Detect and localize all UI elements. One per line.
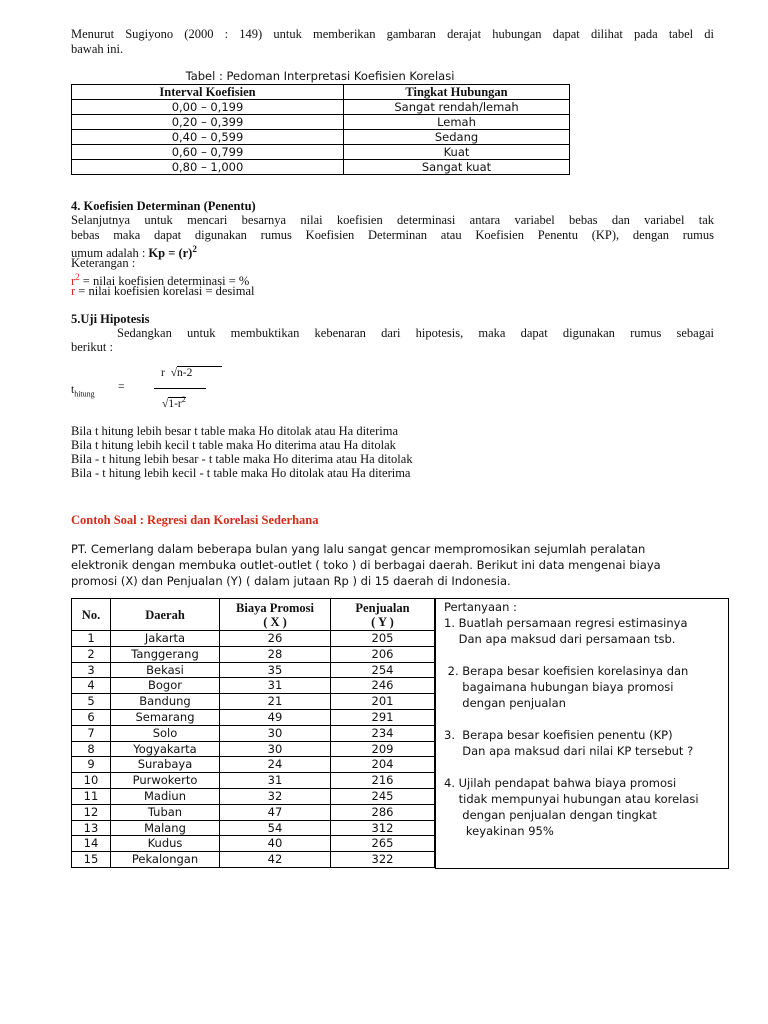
penjualan-cell: 265: [331, 836, 435, 852]
question-line: keyakinan 95%: [444, 824, 554, 838]
table-row: [72, 836, 435, 852]
denominator-radicand: [168, 397, 185, 410]
no-cell: 15: [72, 852, 111, 868]
table-row: [72, 741, 435, 757]
questions-title: Pertanyaan :: [444, 600, 517, 614]
tingkat-cell: Sangat rendah/lemah: [344, 100, 570, 115]
biaya-cell: 49: [220, 709, 331, 725]
biaya-cell: 54: [220, 820, 331, 836]
daerah-cell: Solo: [111, 725, 220, 741]
penjualan-cell: 322: [331, 852, 435, 868]
table-header-row: [72, 599, 435, 631]
intro-line-1: Menurut Sugiyono (2000 : 149) untuk memberikan gambaran derajat hubungan dapat dilihat pada tabel di: [71, 27, 714, 41]
formula-denominator: [162, 395, 186, 410]
no-cell: 12: [72, 804, 111, 820]
question-line: Dan apa maksud dari nilai KP tersebut ?: [444, 744, 694, 758]
sqrt-symbol-den: √: [162, 397, 169, 410]
questions-box: [435, 598, 729, 869]
penjualan-cell: 209: [331, 741, 435, 757]
question-line: 4. Ujilah pendapat bahwa biaya promosi: [444, 776, 677, 790]
rule-2: Bila t hitung lebih kecil t table maka Ho diterima atau Ha ditolak: [71, 438, 396, 452]
no-cell: 11: [72, 788, 111, 804]
daerah-cell: Bandung: [111, 694, 220, 710]
no-cell: 3: [72, 662, 111, 678]
numerator-radicand: n-2: [177, 366, 222, 379]
biaya-cell: 24: [220, 757, 331, 773]
fraction-bar: [154, 388, 206, 389]
biaya-cell: 35: [220, 662, 331, 678]
example-paragraph: [71, 541, 731, 589]
daerah-cell: Kudus: [111, 836, 220, 852]
tingkat-cell: Sangat kuat: [344, 160, 570, 175]
t-subscript: hitung: [74, 389, 95, 399]
table-header-row: [72, 85, 570, 100]
keterangan-label: Keterangan :: [71, 256, 136, 270]
biaya-cell: 40: [220, 836, 331, 852]
col-penjualan-header: [331, 599, 435, 631]
penjualan-cell: 204: [331, 757, 435, 773]
question-line: bagaimana hubungan biaya promosi: [444, 680, 674, 694]
table-row: [72, 115, 570, 130]
interval-cell: 0,20 – 0,399: [72, 115, 344, 130]
section5-heading: 5.Uji Hipotesis: [71, 312, 150, 326]
table-row: [72, 130, 570, 145]
example-title: Contoh Soal : Regresi dan Korelasi Sederhana: [71, 513, 319, 527]
daerah-cell: Tanggerang: [111, 646, 220, 662]
penjualan-cell: 201: [331, 694, 435, 710]
table-row: [72, 662, 435, 678]
penjualan-cell: 245: [331, 788, 435, 804]
biaya-cell: 47: [220, 804, 331, 820]
penjualan-cell: 205: [331, 631, 435, 647]
table-row: [72, 709, 435, 725]
penjualan-cell: 254: [331, 662, 435, 678]
table-row: [72, 145, 570, 160]
no-cell: 9: [72, 757, 111, 773]
table-row: [72, 678, 435, 694]
penjualan-cell: 291: [331, 709, 435, 725]
t-hitung-symbol: [71, 384, 95, 398]
col-daerah-header: Daerah: [111, 599, 220, 631]
tingkat-cell: Kuat: [344, 145, 570, 160]
t-symbol: t: [71, 384, 75, 396]
denominator-exp: 2: [181, 395, 186, 404]
daerah-cell: Purwokerto: [111, 773, 220, 789]
interval-cell: 0,60 – 0,799: [72, 145, 344, 160]
no-cell: 4: [72, 678, 111, 694]
no-cell: 1: [72, 631, 111, 647]
daerah-cell: Bekasi: [111, 662, 220, 678]
example-para-line-1: PT. Cemerlang dalam beberapa bulan yang lalu sangat gencar mempromosikan sejumlah peralatan: [71, 542, 646, 556]
penjualan-cell: 206: [331, 646, 435, 662]
biaya-header-line-1: Biaya Promosi: [236, 600, 314, 615]
daerah-cell: Jakarta: [111, 631, 220, 647]
penjualan-cell: 234: [331, 725, 435, 741]
biaya-cell: 31: [220, 773, 331, 789]
interpretation-table: [71, 84, 570, 175]
penjualan-cell: 246: [331, 678, 435, 694]
tingkat-cell: Sedang: [344, 130, 570, 145]
daerah-cell: Madiun: [111, 788, 220, 804]
biaya-cell: 42: [220, 852, 331, 868]
question-line: tidak mempunyai hubungan atau korelasi: [444, 792, 699, 806]
r2-text: = nilai koefisien determinasi = %: [79, 274, 250, 289]
no-cell: 14: [72, 836, 111, 852]
table1-caption: Tabel : Pedoman Interpretasi Koefisien Korelasi: [185, 69, 455, 83]
col-biaya-header: [220, 599, 331, 631]
col-tingkat-header: Tingkat Hubungan: [344, 85, 570, 100]
table-row: [72, 804, 435, 820]
t-hitung-formula: [71, 360, 271, 420]
biaya-cell: 26: [220, 631, 331, 647]
formula-numerator: [161, 367, 222, 379]
section4-line-2: bebas maka dapat digunakan rumus Koefisien Determinan atau Koefisien Penentu (KP), dengan rumus: [71, 228, 714, 242]
no-cell: 6: [72, 709, 111, 725]
kp-formula-base: Kp = (r): [148, 246, 193, 261]
daerah-cell: Semarang: [111, 709, 220, 725]
daerah-cell: Tuban: [111, 804, 220, 820]
biaya-cell: 28: [220, 646, 331, 662]
no-cell: 10: [72, 773, 111, 789]
section5-line-2: berikut :: [71, 340, 114, 354]
no-cell: 8: [72, 741, 111, 757]
interval-cell: 0,00 – 0,199: [72, 100, 344, 115]
intro-line-2: bawah ini.: [71, 42, 124, 56]
denominator-base: 1-r: [168, 397, 182, 410]
biaya-cell: 32: [220, 788, 331, 804]
kp-formula: [148, 246, 196, 260]
col-interval-header: Interval Koefisien: [72, 85, 344, 100]
example-para-line-2: elektronik dengan membuka outlet-outlet ( toko ) di berbagai daerah. Berikut ini data mengenai biaya: [71, 558, 661, 572]
biaya-cell: 31: [220, 678, 331, 694]
table-row: [72, 631, 435, 647]
r2-symbol: r: [71, 274, 76, 289]
table-row: [72, 788, 435, 804]
penjualan-cell: 216: [331, 773, 435, 789]
table-row: [72, 852, 435, 868]
example-para-line-3: promosi (X) dan Penjualan (Y) ( dalam jutaan Rp ) di 15 daerah di Indonesia.: [71, 574, 511, 588]
daerah-cell: Malang: [111, 820, 220, 836]
rule-1: Bila t hitung lebih besar t table maka Ho ditolak atau Ha diterima: [71, 424, 398, 438]
r2-exp: 2: [75, 272, 80, 282]
section5-line-1: Sedangkan untuk membuktikan kebenaran dari hipotesis, maka dapat digunakan rumus sebagai: [117, 326, 714, 340]
col-no-header: No.: [72, 599, 111, 631]
penjualan-cell: 286: [331, 804, 435, 820]
daerah-cell: Surabaya: [111, 757, 220, 773]
section4-heading: 4. Koefisien Determinan (Penentu): [71, 199, 256, 213]
biaya-header-line-2: ( X ): [263, 614, 287, 629]
question-line: 1. Buatlah persamaan regresi estimasinya: [444, 616, 688, 630]
no-cell: 7: [72, 725, 111, 741]
section4-line-1: Selanjutnya untuk mencari besarnya nilai koefisien determinasi antara variabel bebas dan variabel tak: [71, 213, 714, 227]
no-cell: 2: [72, 646, 111, 662]
question-line: dengan penjualan dengan tingkat: [444, 808, 657, 822]
biaya-cell: 21: [220, 694, 331, 710]
table-row: [72, 725, 435, 741]
question-line: Dan apa maksud dari persamaan tsb.: [444, 632, 676, 646]
question-line: dengan penjualan: [444, 696, 566, 710]
sales-data-table: [71, 598, 435, 868]
tingkat-cell: Lemah: [344, 115, 570, 130]
penjualan-cell: 312: [331, 820, 435, 836]
table-row: [72, 160, 570, 175]
daerah-cell: Bogor: [111, 678, 220, 694]
formula-equals: =: [118, 381, 125, 393]
no-cell: 13: [72, 820, 111, 836]
biaya-cell: 30: [220, 725, 331, 741]
question-line: 2. Berapa besar koefisien korelasinya dan: [444, 664, 689, 678]
r-definition: [71, 284, 255, 299]
no-cell: 5: [72, 694, 111, 710]
table-row: [72, 100, 570, 115]
table-row: [72, 773, 435, 789]
table-row: [72, 646, 435, 662]
interval-cell: 0,80 – 1,000: [72, 160, 344, 175]
table-row: [72, 757, 435, 773]
numerator-r: r: [161, 367, 165, 379]
r-symbol: r: [71, 284, 76, 298]
section4-line-3-prefix: umum adalah :: [71, 246, 149, 261]
kp-formula-exp: 2: [192, 244, 197, 254]
biaya-cell: 30: [220, 741, 331, 757]
rule-4: Bila - t hitung lebih kecil - t table maka Ho ditolak atau Ha diterima: [71, 466, 411, 480]
daerah-cell: Pekalongan: [111, 852, 220, 868]
rule-3: Bila - t hitung lebih besar - t table maka Ho diterima atau Ha ditolak: [71, 452, 413, 466]
penjualan-header-line-1: Penjualan: [355, 600, 410, 615]
interval-cell: 0,40 – 0,599: [72, 130, 344, 145]
r-text: = nilai koefisien korelasi = desimal: [75, 284, 255, 298]
table-row: [72, 694, 435, 710]
table-row: [72, 820, 435, 836]
sqrt-symbol-num: √: [170, 367, 178, 379]
penjualan-header-line-2: ( Y ): [371, 614, 394, 629]
daerah-cell: Yogyakarta: [111, 741, 220, 757]
question-line: 3. Berapa besar koefisien penentu (KP): [444, 728, 673, 742]
